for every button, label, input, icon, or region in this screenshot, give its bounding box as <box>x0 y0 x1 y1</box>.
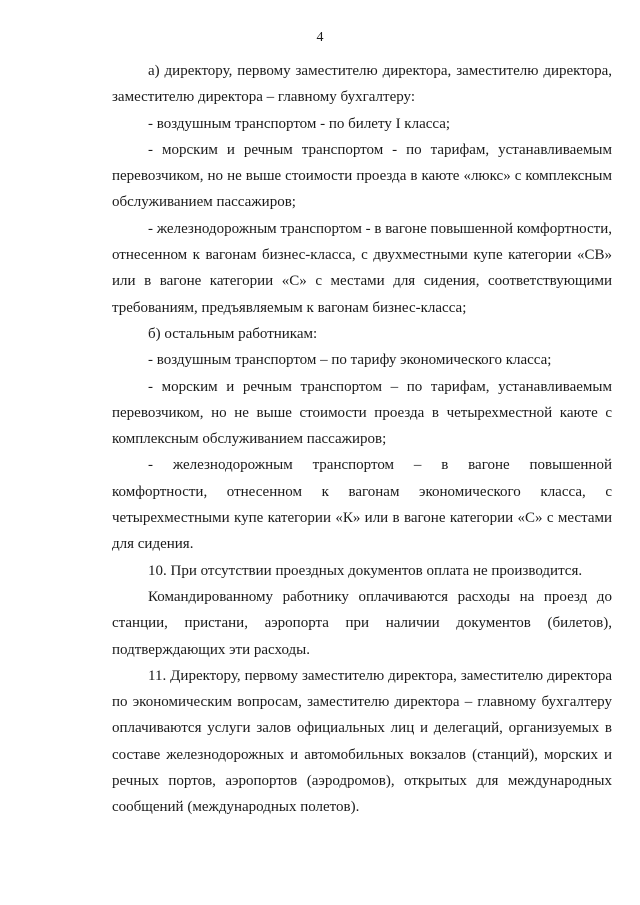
page-number: 4 <box>316 30 324 45</box>
paragraph-rail-economy: - железнодорожным транспортом – в вагоне повышенной комфортности, отнесенном к вагонам экономического класса, с четырехместными купе категории «К» или в вагоне категории «С» с местами для сидения. <box>112 457 612 553</box>
paragraph-other-employees: б) остальным работникам: <box>148 325 318 342</box>
document-body <box>112 58 612 821</box>
paragraph-item-10: 10. При отсутствии проездных документов оплата не производится. <box>148 562 583 579</box>
paragraph-rail-business: - железнодорожным транспортом - в вагоне повышенной комфортности, отнесенном к вагонам бизнес-класса, с двухместными купе категории «СВ» или в вагоне категории «С» с местами для сидения, соответствующими требованиям, предъявляемым к вагонам бизнес-класса; <box>112 220 612 316</box>
paragraph-sea-river-four-berth: - морским и речным транспортом – по тарифам, устанавливаемым перевозчиком, но не выше стоимости проезда в четырехместной каюте с комплексным обслуживанием пассажиров; <box>112 378 612 448</box>
paragraph-air-economy: - воздушным транспортом – по тарифу экономического класса; <box>148 352 552 369</box>
paragraph-travel-to-station: Командированному работнику оплачиваются расходы на проезд до станции, пристани, аэропорта при наличии документов (билетов), подтверждающих эти расходы. <box>112 588 612 658</box>
paragraph-item-11: 11. Директору, первому заместителю директора, заместителю директора по экономическим вопросам, заместителю директора – главному бухгалтеру оплачиваются услуги залов официальных лиц и делегаций, организуемых в составе железнодорожных и автомобильных вокзалов (станций), морских и речных портов, аэропортов (аэродромов), открытых для международных сообщений (международных полетов). <box>112 667 612 816</box>
paragraph-director-group: а) директору, первому заместителю директора, заместителю директора, заместителю директора – главному бухгалтеру: <box>112 63 612 106</box>
paragraph-sea-river-lux: - морским и речным транспортом - по тарифам, устанавливаемым перевозчиком, но не выше стоимости проезда в каюте «люкс» с комплексным обслуживанием пассажиров; <box>112 141 612 211</box>
paragraph-air-first-class: - воздушным транспортом - по билету I класса; <box>148 115 451 132</box>
